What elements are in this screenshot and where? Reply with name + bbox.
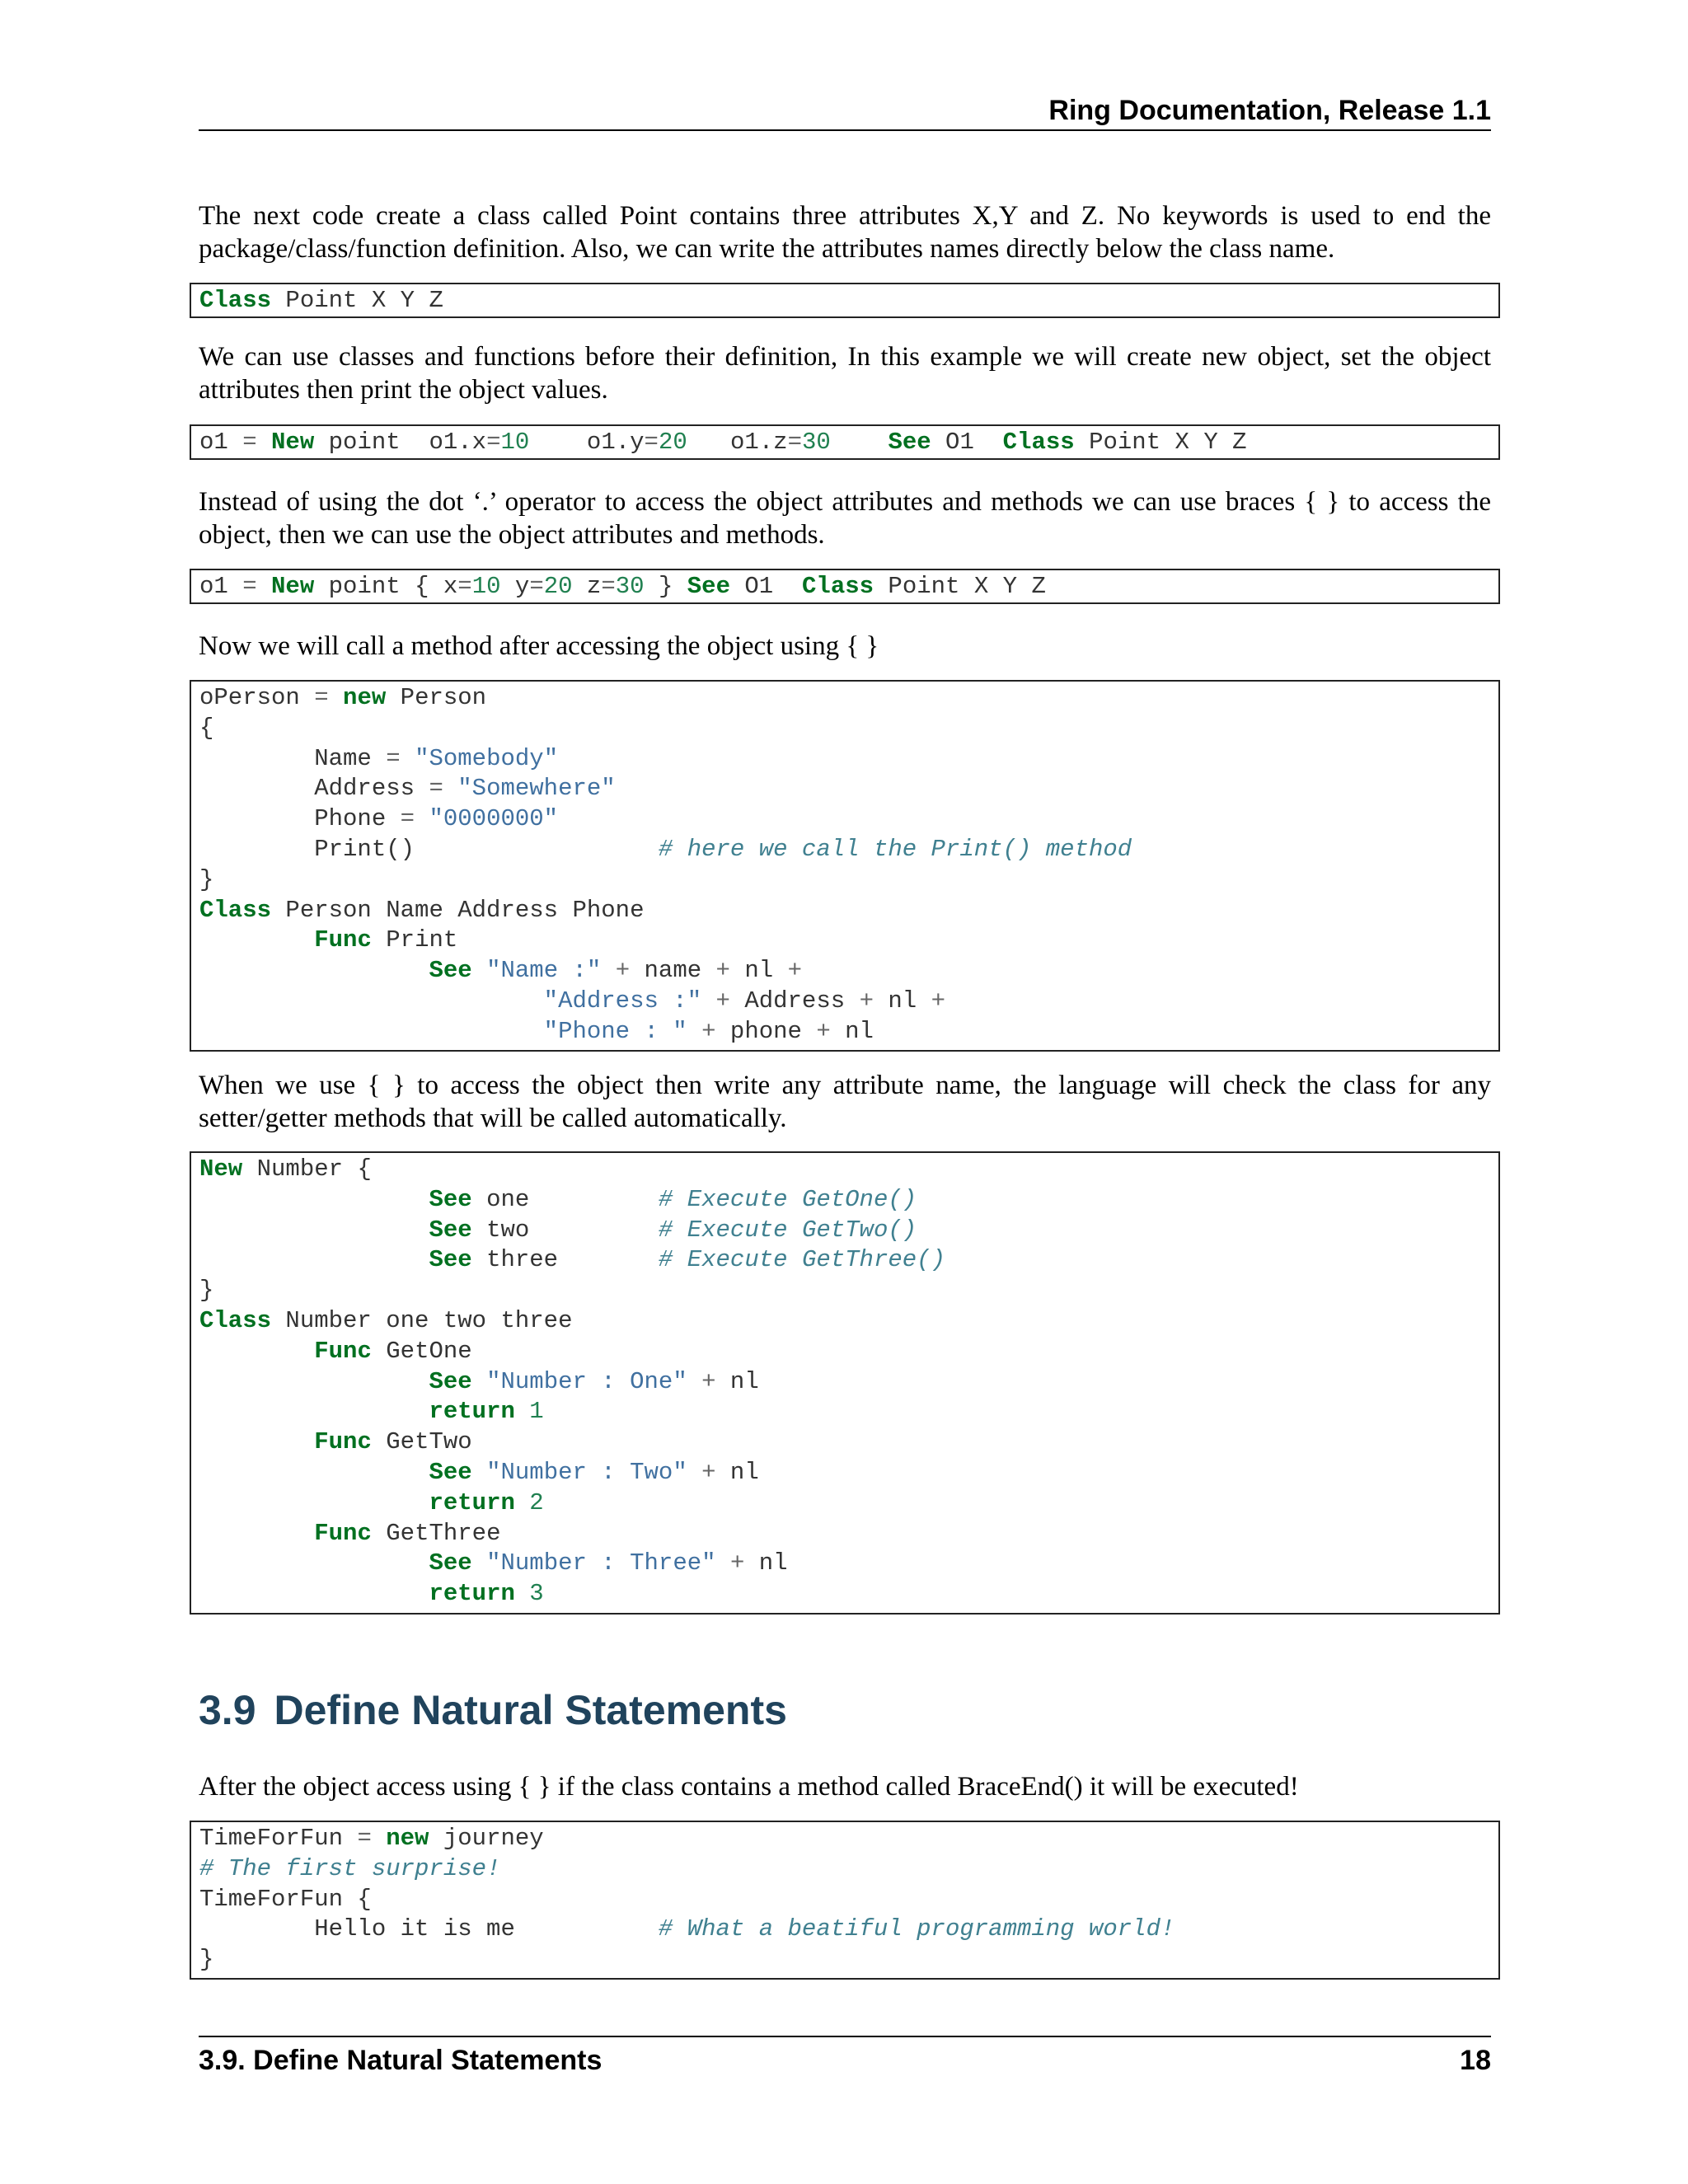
code-line: See "Number : Three" + nl — [429, 1549, 788, 1577]
code-block-braces-access — [190, 569, 1500, 604]
code-line: { — [199, 714, 214, 742]
paragraph-use-before-definition: We can use classes and functions before their definition, In this example we will create new object, set the object attributes then print the object values. — [199, 342, 1491, 405]
paragraph-point-class-intro: The next code create a class called Point contains three attributes X,Y and Z. No keywords is used to end the package/class/function definition. Also, we can write the attributes names directly below the class name. — [199, 201, 1491, 264]
code-line: return 3 — [429, 1580, 544, 1608]
code-line: Hello it is me # What a beatiful programming world! — [199, 1915, 1175, 1943]
code-line: See three # Execute GetThree() — [429, 1246, 945, 1274]
code-line: return 2 — [429, 1488, 544, 1516]
code-line: Name = "Somebody" — [199, 744, 559, 772]
code-line: Func GetTwo — [314, 1428, 472, 1456]
code-line: "Address :" + Address + nl + — [543, 987, 945, 1015]
code-block-time-for-fun — [190, 1821, 1500, 1980]
code-line: return 1 — [429, 1398, 544, 1426]
code-line: } — [199, 865, 214, 893]
paragraph-call-method: Now we will call a method after accessing the object using { } — [199, 631, 879, 661]
code-line: Class Number one two three — [199, 1306, 573, 1334]
footer-section-label: 3.9. Define Natural Statements — [199, 2045, 603, 2076]
code-line: Func Print — [314, 926, 458, 954]
paragraph-brace-end: After the object access using { } if the class contains a method called BraceEnd() it will be executed! — [199, 1772, 1299, 1802]
code-line: TimeForFun = new journey — [199, 1825, 544, 1852]
paragraph-braces-access: Instead of using the dot ‘.’ operator to access the object attributes and methods we can use braces { } to access the object, then we can use the object attributes and methods. — [199, 487, 1491, 550]
code-line: Func GetOne — [314, 1337, 472, 1365]
code-block-number-getters — [190, 1151, 1500, 1615]
code-line: Address = "Somewhere" — [199, 775, 616, 803]
code-line: # The first surprise! — [199, 1854, 501, 1882]
code-block-person-print — [190, 680, 1500, 1052]
code-line: oPerson = new Person — [199, 684, 487, 711]
code-line: See "Name :" + name + nl + — [429, 957, 802, 985]
section-title-text: Define Natural Statements — [274, 1687, 787, 1733]
code-line: See "Number : Two" + nl — [429, 1458, 759, 1486]
paragraph-setter-getter: When we use { } to access the object then write any attribute name, the language will check the class for any setter/getter methods that will be called automatically. — [199, 1071, 1491, 1133]
code-line: o1 = New point o1.x=10 o1.y=20 o1.z=30 See O1 Class Point X Y Z — [199, 429, 1247, 456]
code-block-set-attributes — [190, 424, 1500, 460]
footer-page-number: 18 — [1460, 2045, 1491, 2076]
code-line: o1 = New point { x=10 y=20 z=30 } See O1 Class Point X Y Z — [199, 573, 1046, 600]
code-line: } — [199, 1277, 214, 1305]
code-line: Class Person Name Address Phone — [199, 896, 645, 924]
code-line: See "Number : One" + nl — [429, 1367, 759, 1395]
code-line: Phone = "0000000" — [199, 805, 559, 833]
code-line: See two # Execute GetTwo() — [429, 1216, 917, 1244]
page-header-title: Ring Documentation, Release 1.1 — [1048, 95, 1491, 126]
code-line: Func GetThree — [314, 1519, 501, 1547]
code-line: Print() # here we call the Print() method — [199, 835, 1132, 863]
header-rule — [199, 129, 1491, 131]
code-line: See one # Execute GetOne() — [429, 1185, 917, 1213]
code-line: } — [199, 1946, 214, 1974]
code-block-class-point — [190, 283, 1500, 318]
code-line: New Number { — [199, 1155, 372, 1183]
code-line: "Phone : " + phone + nl — [543, 1017, 874, 1045]
code-line: Class Point X Y Z — [199, 287, 443, 314]
code-line: TimeForFun { — [199, 1885, 372, 1913]
section-heading — [199, 1685, 787, 1735]
section-number: 3.9 — [199, 1687, 256, 1733]
footer-rule — [199, 2036, 1491, 2037]
